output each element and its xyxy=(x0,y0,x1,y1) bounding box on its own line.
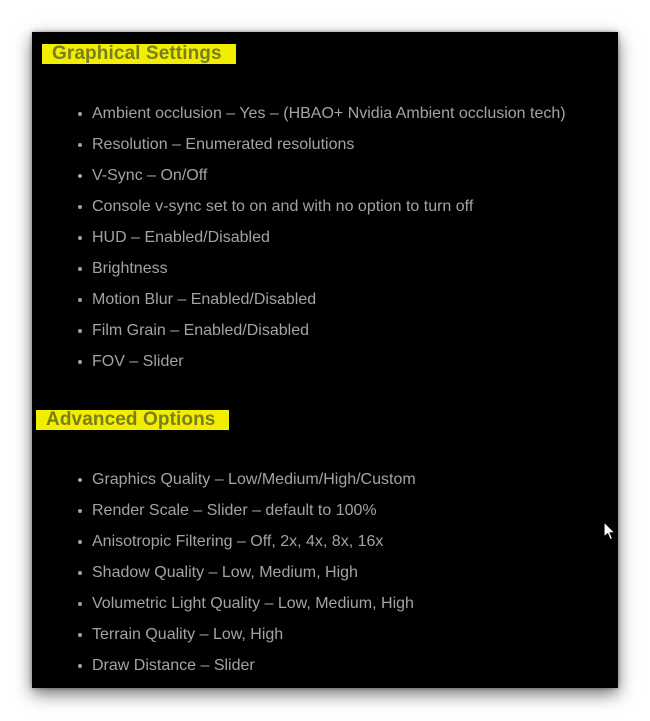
bullet-dot-icon xyxy=(78,478,82,482)
advanced-options-list xyxy=(32,464,416,681)
bullet-dot-icon xyxy=(78,664,82,668)
list-item-text: HUD – Enabled/Disabled xyxy=(92,229,270,246)
bullet-dot-icon xyxy=(78,174,82,178)
list-item-text: Motion Blur – Enabled/Disabled xyxy=(92,291,317,308)
list-item-text: Anisotropic Filtering – Off, 2x, 4x, 8x, 16x xyxy=(92,533,384,550)
list-item xyxy=(32,557,416,588)
list-item-text: Volumetric Light Quality – Low, Medium, High xyxy=(92,595,414,612)
bullet-dot-icon xyxy=(78,236,82,240)
list-item xyxy=(32,315,566,346)
list-item xyxy=(32,222,566,253)
list-item-text: Graphics Quality – Low/Medium/High/Custom xyxy=(92,471,416,488)
list-item-text: V-Sync – On/Off xyxy=(92,167,208,184)
settings-panel xyxy=(32,32,618,688)
bullet-dot-icon xyxy=(78,267,82,271)
list-item xyxy=(32,526,416,557)
bullet-dot-icon xyxy=(78,112,82,116)
list-item xyxy=(32,160,566,191)
list-item xyxy=(32,619,416,650)
graphical-settings-list xyxy=(32,98,566,377)
list-item xyxy=(32,98,566,129)
list-item-text: Ambient occlusion – Yes – (HBAO+ Nvidia Ambient occlusion tech) xyxy=(92,105,566,122)
bullet-dot-icon xyxy=(78,143,82,147)
list-item-text: Render Scale – Slider – default to 100% xyxy=(92,502,377,519)
bullet-dot-icon xyxy=(78,602,82,606)
list-item xyxy=(32,129,566,160)
list-item xyxy=(32,253,566,284)
bullet-dot-icon xyxy=(78,329,82,333)
list-item xyxy=(32,650,416,681)
list-item-text: Film Grain – Enabled/Disabled xyxy=(92,322,309,339)
mouse-pointer-icon xyxy=(603,521,617,541)
list-item xyxy=(32,346,566,377)
list-item xyxy=(32,495,416,526)
list-item-text: FOV – Slider xyxy=(92,353,184,370)
bullet-dot-icon xyxy=(78,571,82,575)
bullet-dot-icon xyxy=(78,540,82,544)
bullet-dot-icon xyxy=(78,360,82,364)
bullet-dot-icon xyxy=(78,633,82,637)
list-item-text: Console v-sync set to on and with no option to turn off xyxy=(92,198,474,215)
bullet-dot-icon xyxy=(78,509,82,513)
section-heading-advanced-options: Advanced Options xyxy=(36,410,229,430)
list-item-text: Brightness xyxy=(92,260,168,277)
list-item-text: Shadow Quality – Low, Medium, High xyxy=(92,564,358,581)
list-item xyxy=(32,191,566,222)
list-item xyxy=(32,464,416,495)
bullet-dot-icon xyxy=(78,205,82,209)
section-heading-graphical-settings: Graphical Settings xyxy=(42,44,236,64)
list-item-text: Resolution – Enumerated resolutions xyxy=(92,136,355,153)
list-item xyxy=(32,284,566,315)
list-item-text: Terrain Quality – Low, High xyxy=(92,626,284,643)
list-item xyxy=(32,588,416,619)
list-item-text: Draw Distance – Slider xyxy=(92,657,255,674)
bullet-dot-icon xyxy=(78,298,82,302)
